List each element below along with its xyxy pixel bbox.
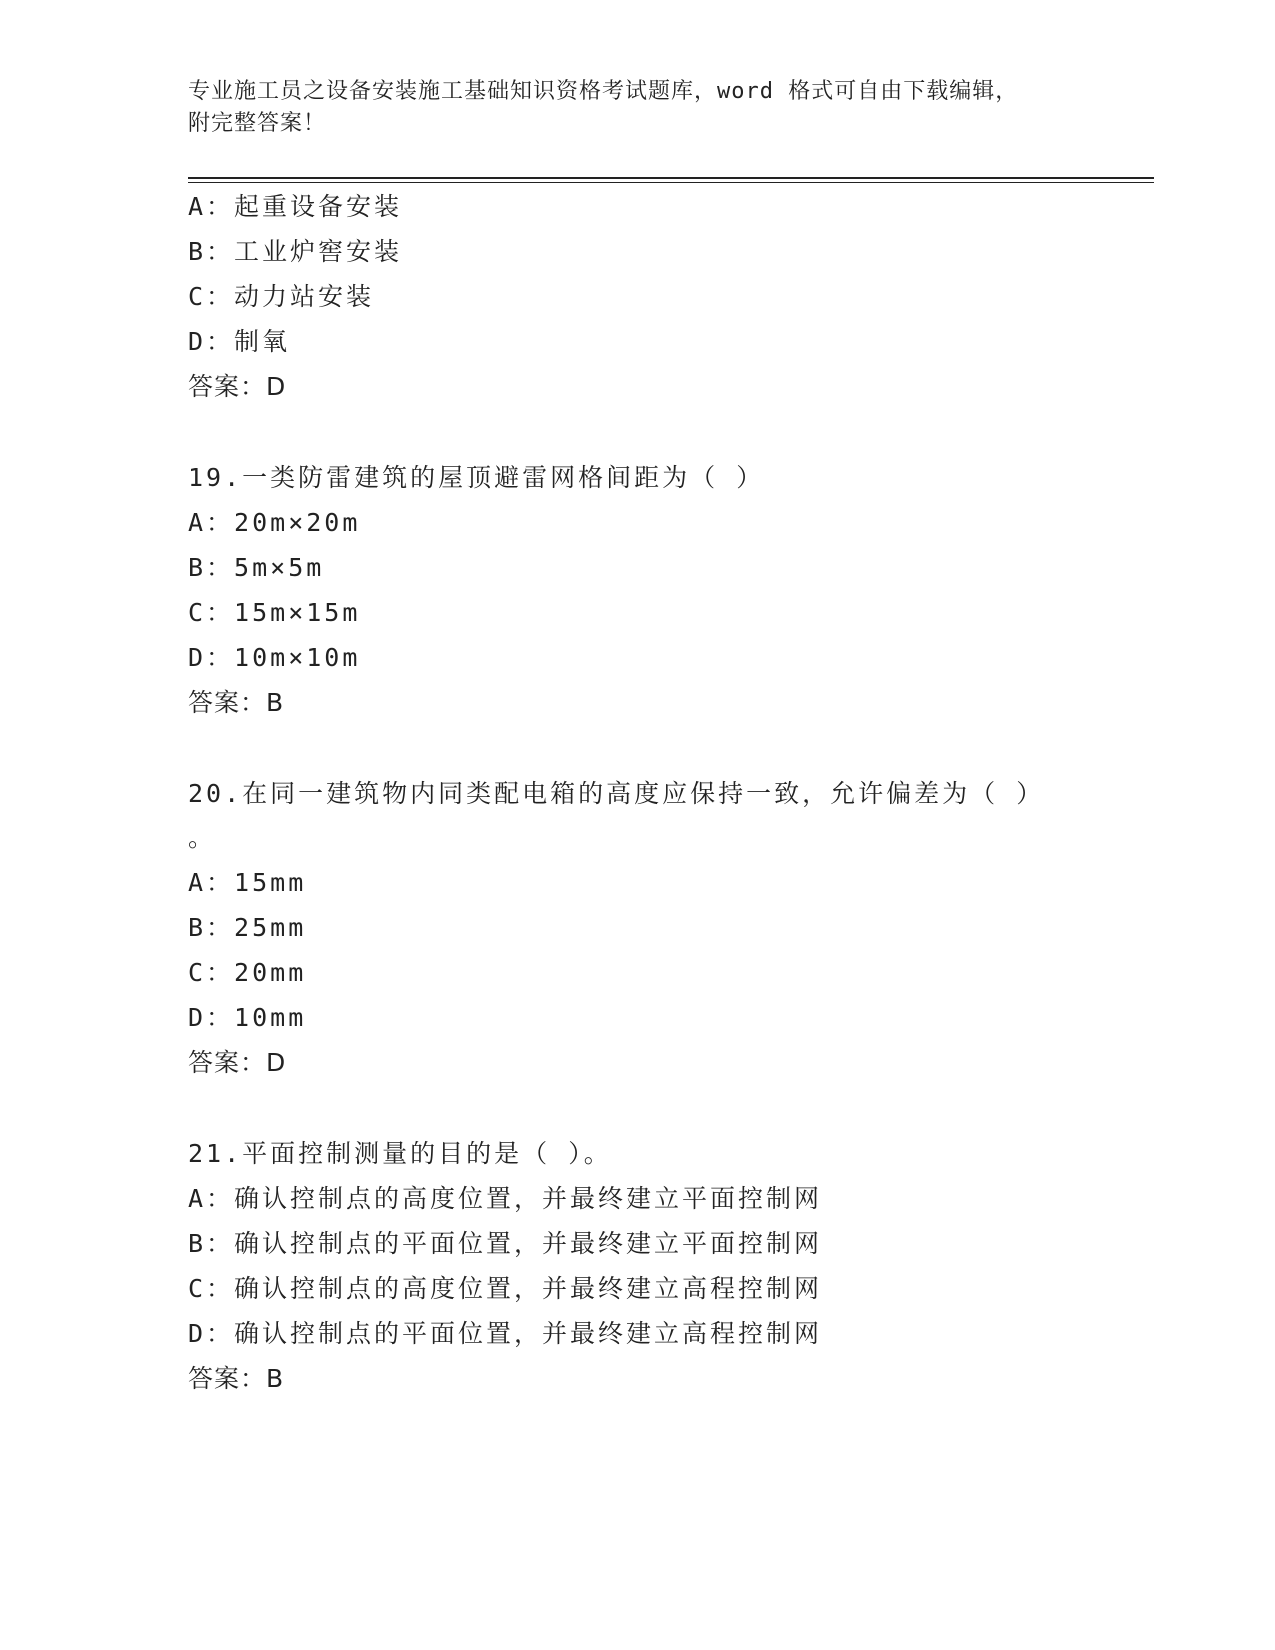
q18-option-a: A：起重设备安装 [188,192,403,221]
q19-option-c: C：15m×15m [188,598,361,627]
header-divider-thick [188,177,1154,179]
q18-option-d: D：制氧 [188,327,291,356]
header-line-1: 专业施工员之设备安装施工基础知识资格考试题库，word 格式可自由下载编辑， [188,79,1019,104]
q21-option-c: C：确认控制点的高度位置，并最终建立高程控制网 [188,1274,823,1303]
document-header [188,76,1088,140]
q21-answer: 答案：B [188,1364,285,1393]
q21-option-a: A：确认控制点的高度位置，并最终建立平面控制网 [188,1184,823,1213]
q19-answer: 答案：B [188,688,285,717]
q18-option-b: B：工业炉窖安装 [188,237,403,266]
q21-stem: 21.平面控制测量的目的是（ ）。 [188,1139,612,1168]
q20-option-c: C：20mm [188,958,307,987]
q20-answer: 答案：D [188,1048,287,1077]
q20-stem-continuation: 。 [188,823,217,852]
q20-stem: 20.在同一建筑物内同类配电箱的高度应保持一致，允许偏差为（ ） [188,779,1045,808]
q21-option-d: D：确认控制点的平面位置，并最终建立高程控制网 [188,1319,823,1348]
q20-option-a: A：15mm [188,868,307,897]
q19-option-d: D：10m×10m [188,643,361,672]
header-divider-thin [188,182,1154,183]
q19-stem: 19.一类防雷建筑的屋顶避雷网格间距为（ ） [188,463,765,492]
q18-option-c: C：动力站安装 [188,282,375,311]
q19-option-a: A：20m×20m [188,508,361,537]
q20-option-d: D：10mm [188,1003,307,1032]
q21-option-b: B：确认控制点的平面位置，并最终建立平面控制网 [188,1229,823,1258]
q19-option-b: B：5m×5m [188,553,325,582]
q20-option-b: B：25mm [188,913,307,942]
q18-answer: 答案：D [188,372,287,401]
header-line-2: 附完整答案！ [188,111,327,136]
